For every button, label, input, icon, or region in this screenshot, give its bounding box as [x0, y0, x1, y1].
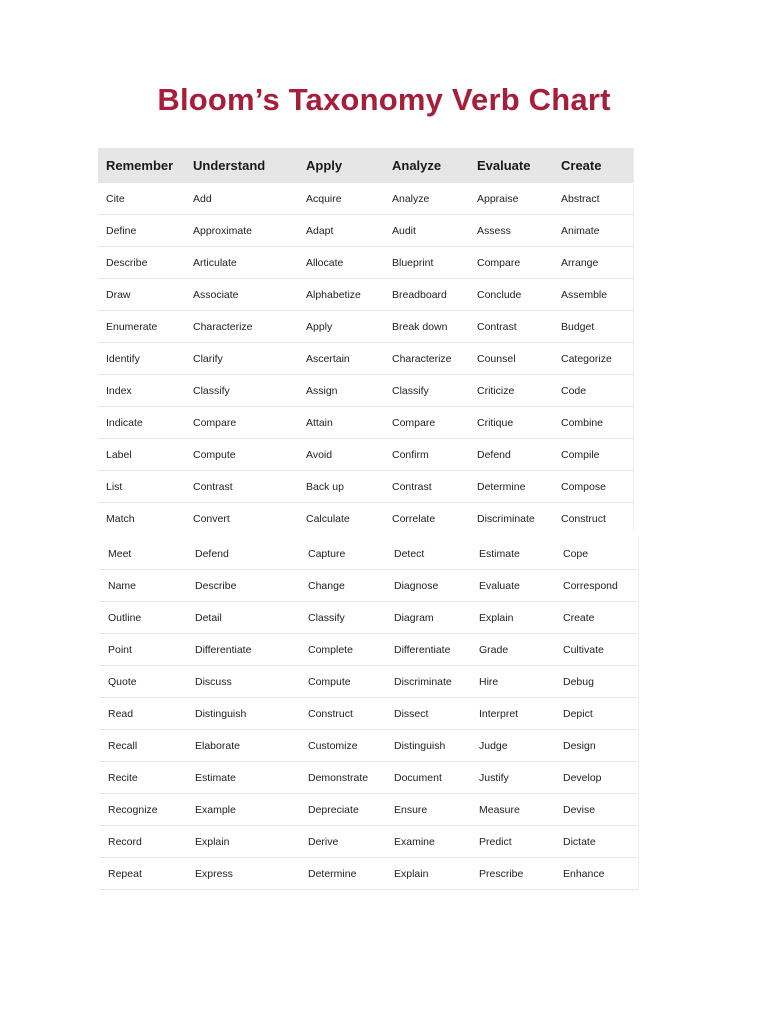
verb-cell: Conclude [469, 279, 553, 311]
verb-cell: Diagnose [386, 570, 471, 602]
verb-cell: Differentiate [386, 634, 471, 666]
verb-table-part-2 [100, 538, 639, 890]
verb-cell: Demonstrate [300, 762, 386, 794]
verb-cell: Recite [100, 762, 187, 794]
verb-cell: Allocate [298, 247, 384, 279]
verb-cell: Create [555, 602, 639, 634]
table-right-edge [638, 538, 639, 890]
verb-cell: Enumerate [98, 311, 185, 343]
table-row [98, 215, 634, 247]
verb-cell: Ascertain [298, 343, 384, 375]
verb-cell: Compose [553, 471, 634, 503]
verb-cell: Break down [384, 311, 469, 343]
verb-cell: Detail [187, 602, 300, 634]
verb-cell: Distinguish [187, 698, 300, 730]
verb-cell: Document [386, 762, 471, 794]
verb-cell: Categorize [553, 343, 634, 375]
verb-cell: Ensure [386, 794, 471, 826]
verb-cell: Estimate [471, 538, 555, 570]
verb-cell: Assess [469, 215, 553, 247]
verb-cell: List [98, 471, 185, 503]
verb-cell: Construct [300, 698, 386, 730]
verb-cell: Contrast [185, 471, 298, 503]
verb-cell: Discuss [187, 666, 300, 698]
verb-cell: Differentiate [187, 634, 300, 666]
verb-cell: Critique [469, 407, 553, 439]
table-row [100, 762, 639, 794]
verb-cell: Evaluate [471, 570, 555, 602]
verb-cell: Approximate [185, 215, 298, 247]
table-row [100, 570, 639, 602]
verb-cell: Match [98, 503, 185, 535]
verb-cell: Defend [469, 439, 553, 471]
header-analyze: Analyze [384, 148, 469, 183]
verb-cell: Indicate [98, 407, 185, 439]
verb-cell: Cite [98, 183, 185, 215]
verb-cell: Index [98, 375, 185, 407]
verb-cell: Discriminate [386, 666, 471, 698]
verb-cell: Compile [553, 439, 634, 471]
verb-cell: Explain [386, 858, 471, 890]
verb-cell: Explain [187, 826, 300, 858]
verb-cell: Characterize [185, 311, 298, 343]
verb-cell: Determine [300, 858, 386, 890]
verb-cell: Example [187, 794, 300, 826]
verb-cell: Record [100, 826, 187, 858]
verb-cell: Devise [555, 794, 639, 826]
verb-cell: Diagram [386, 602, 471, 634]
verb-cell: Compare [469, 247, 553, 279]
table-row [100, 634, 639, 666]
verb-table-part-1 [98, 148, 634, 534]
verb-cell: Draw [98, 279, 185, 311]
verb-cell: Dissect [386, 698, 471, 730]
verb-cell: Animate [553, 215, 634, 247]
verb-cell: Derive [300, 826, 386, 858]
verb-cell: Convert [185, 503, 298, 535]
verb-cell: Depreciate [300, 794, 386, 826]
page-title: Bloom’s Taxonomy Verb Chart [157, 82, 611, 117]
verb-cell: Classify [300, 602, 386, 634]
verb-cell: Arrange [553, 247, 634, 279]
verb-cell: Defend [187, 538, 300, 570]
verb-cell: Back up [298, 471, 384, 503]
verb-cell: Compute [185, 439, 298, 471]
verb-cell: Compare [384, 407, 469, 439]
verb-cell: Elaborate [187, 730, 300, 762]
verb-cell: Debug [555, 666, 639, 698]
table-row [98, 407, 634, 439]
verb-cell: Label [98, 439, 185, 471]
verb-cell: Articulate [185, 247, 298, 279]
verb-cell: Meet [100, 538, 187, 570]
table-row [100, 698, 639, 730]
verb-cell: Examine [386, 826, 471, 858]
verb-cell: Identify [98, 343, 185, 375]
verb-cell: Compare [185, 407, 298, 439]
table-row [100, 602, 639, 634]
verb-cell: Detect [386, 538, 471, 570]
verb-cell: Code [553, 375, 634, 407]
table-row [98, 311, 634, 343]
verb-cell: Grade [471, 634, 555, 666]
verb-cell: Correlate [384, 503, 469, 535]
verb-cell: Correspond [555, 570, 639, 602]
verb-cell: Develop [555, 762, 639, 794]
verb-cell: Apply [298, 311, 384, 343]
header-evaluate: Evaluate [469, 148, 553, 183]
verb-cell: Change [300, 570, 386, 602]
table-row [100, 794, 639, 826]
verb-cell: Audit [384, 215, 469, 247]
verb-cell: Add [185, 183, 298, 215]
verb-cell: Repeat [100, 858, 187, 890]
header-create: Create [553, 148, 634, 183]
header-remember: Remember [98, 148, 185, 183]
verb-cell: Predict [471, 826, 555, 858]
verb-cell: Budget [553, 311, 634, 343]
table-row [100, 730, 639, 762]
verb-cell: Alphabetize [298, 279, 384, 311]
verb-cell: Estimate [187, 762, 300, 794]
verb-cell: Breadboard [384, 279, 469, 311]
verb-cell: Complete [300, 634, 386, 666]
verb-cell: Blueprint [384, 247, 469, 279]
verb-cell: Prescribe [471, 858, 555, 890]
verb-cell: Characterize [384, 343, 469, 375]
verb-cell: Contrast [384, 471, 469, 503]
verb-cell: Combine [553, 407, 634, 439]
verb-cell: Classify [384, 375, 469, 407]
table-row [100, 826, 639, 858]
verb-cell: Counsel [469, 343, 553, 375]
verb-cell: Explain [471, 602, 555, 634]
verb-cell: Cope [555, 538, 639, 570]
header-row [98, 148, 634, 183]
verb-cell: Measure [471, 794, 555, 826]
table-row [100, 538, 639, 570]
verb-cell: Customize [300, 730, 386, 762]
header-understand: Understand [185, 148, 298, 183]
verb-cell: Avoid [298, 439, 384, 471]
table-row [98, 471, 634, 503]
verb-cell: Name [100, 570, 187, 602]
verb-cell: Adapt [298, 215, 384, 247]
verb-cell: Assign [298, 375, 384, 407]
table-row [98, 503, 634, 535]
verb-cell: Describe [187, 570, 300, 602]
header-apply: Apply [298, 148, 384, 183]
table-row [98, 343, 634, 375]
verb-cell: Cultivate [555, 634, 639, 666]
table-row [100, 666, 639, 698]
verb-cell: Outline [100, 602, 187, 634]
verb-cell: Calculate [298, 503, 384, 535]
table-row [100, 858, 639, 890]
verb-cell: Hire [471, 666, 555, 698]
verb-cell: Criticize [469, 375, 553, 407]
verb-cell: Determine [469, 471, 553, 503]
verb-cell: Express [187, 858, 300, 890]
verb-cell: Appraise [469, 183, 553, 215]
verb-cell: Assemble [553, 279, 634, 311]
table-row [98, 247, 634, 279]
verb-cell: Abstract [553, 183, 634, 215]
verb-cell: Point [100, 634, 187, 666]
verb-cell: Analyze [384, 183, 469, 215]
verb-cell: Capture [300, 538, 386, 570]
verb-cell: Recognize [100, 794, 187, 826]
verb-cell: Dictate [555, 826, 639, 858]
table-row [98, 279, 634, 311]
verb-cell: Design [555, 730, 639, 762]
verb-cell: Attain [298, 407, 384, 439]
verb-cell: Read [100, 698, 187, 730]
verb-cell: Recall [100, 730, 187, 762]
verb-cell: Confirm [384, 439, 469, 471]
table-row [98, 183, 634, 215]
verb-cell: Clarify [185, 343, 298, 375]
verb-cell: Judge [471, 730, 555, 762]
verb-cell: Acquire [298, 183, 384, 215]
table-row [98, 439, 634, 471]
verb-cell: Interpret [471, 698, 555, 730]
verb-cell: Classify [185, 375, 298, 407]
verb-cell: Discriminate [469, 503, 553, 535]
verb-cell: Associate [185, 279, 298, 311]
verb-cell: Describe [98, 247, 185, 279]
table-right-edge [633, 148, 634, 531]
verb-cell: Define [98, 215, 185, 247]
verb-cell: Contrast [469, 311, 553, 343]
verb-cell: Enhance [555, 858, 639, 890]
verb-cell: Compute [300, 666, 386, 698]
verb-cell: Distinguish [386, 730, 471, 762]
verb-cell: Depict [555, 698, 639, 730]
verb-cell: Justify [471, 762, 555, 794]
table-row [98, 375, 634, 407]
verb-cell: Quote [100, 666, 187, 698]
verb-cell: Construct [553, 503, 634, 535]
